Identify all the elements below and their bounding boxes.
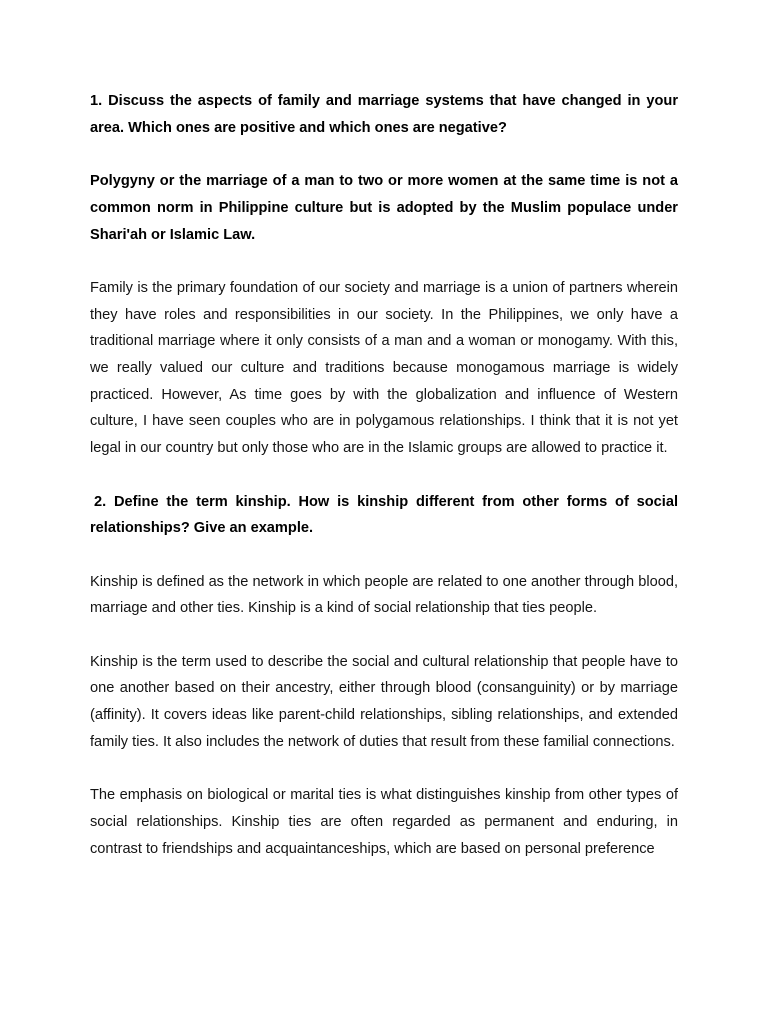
question-2: 2. Define the term kinship. How is kinship different from other forms of social relationships? Give an example. [90,493,678,537]
answer-2-paragraph-2: Kinship is the term used to describe the social and cultural relationship that people have to one another based on their ancestry, either through blood (consanguinity) or by marriage (affinity). It covers ideas like parent-child relationships, sibling relationships, and extended family ties. It also includes the network of duties that result from these familial connections. [90,653,678,750]
answer-1-paragraph: Family is the primary foundation of our society and marriage is a union of partners wherein they have roles and responsibilities in our society. In the Philippines, we only have a traditional marriage where it only consists of a man and a woman or monogamy. With this, we really valued our culture and traditions because monogamous marriage is widely practiced. However, As time goes by with the globalization and influence of Western culture, I have seen couples who are in polygamous relationships. I think that it is not yet legal in our country but only those who are in the Islamic groups are allowed to practice it. [90,279,678,457]
answer-1-bold-statement: Polygyny or the marriage of a man to two or more women at the same time is not a common norm in Philippine culture but is adopted by the Muslim populace under Shari'ah or Islamic Law. [90,173,678,243]
answer-2-paragraph-3: The emphasis on biological or marital ties is what distinguishes kinship from other types of social relationships. Kinship ties are often regarded as permanent and enduring, in contrast to friendships and acquaintanceships, which are based on personal preference [90,787,678,857]
answer-2-paragraph-1: Kinship is defined as the network in which people are related to one another through blood, marriage and other ties. Kinship is a kind of social relationship that ties people. [90,573,678,617]
document-page [90,88,678,889]
question-1: 1. Discuss the aspects of family and marriage systems that have changed in your area. Which ones are positive and which ones are negative? [90,93,678,136]
